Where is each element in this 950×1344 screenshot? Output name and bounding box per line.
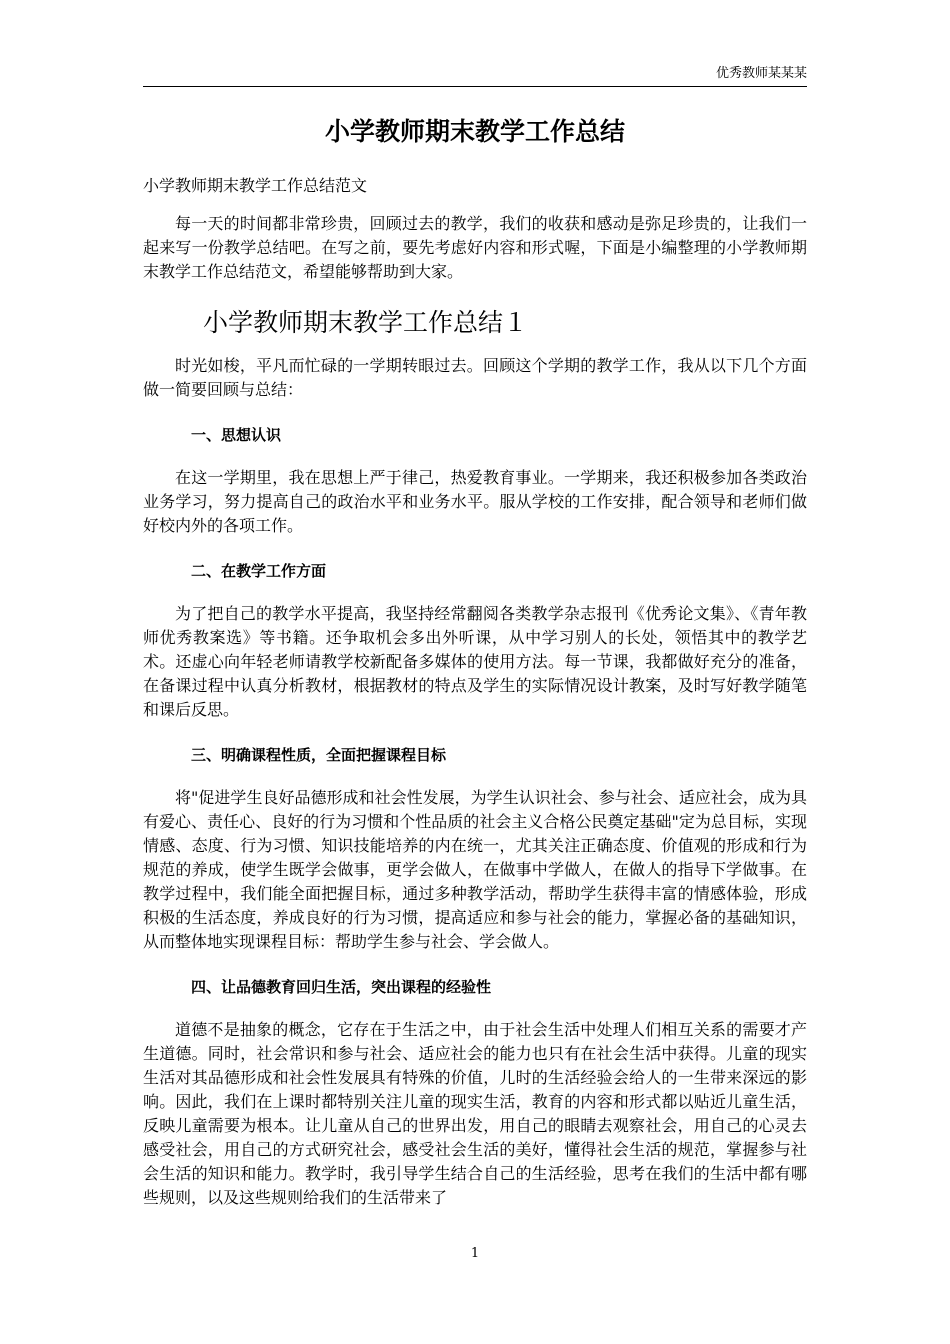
part-1-heading: 一、思想认识	[191, 426, 282, 444]
document-body	[143, 112, 807, 1210]
header-divider	[143, 86, 807, 87]
document-title: 小学教师期末教学工作总结	[324, 117, 625, 146]
part-3-heading: 三、明确课程性质，全面把握课程目标	[191, 746, 447, 764]
document-subtitle: 小学教师期末教学工作总结范文	[143, 176, 368, 195]
part-3-body: 将"促进学生良好品德形成和社会性发展，为学生认识社会、参与社会、适应社会，成为具有爱心、责任心、良好的行为习惯和个性品质的社会主义合格公民奠定基础"定为总目标，实现情感、态度、行为习惯、知识技能培养的内在统一，尤其关注正确态度、价值观的形成和行为规范的养成，使学生既学会做事，更学会做人，在做事中学做人，在做人的指导下学做事。在教学过程中，我们能全面把握目标，通过多种教学活动，帮助学生获得丰富的情感体验，形成积极的生活态度，养成良好的行为习惯，提高适应和参与社会的能力，掌握必备的基础知识，从而整体地实现课程目标：帮助学生参与社会、学会做人。	[143, 788, 807, 951]
intro-paragraph: 每一天的时间都非常珍贵，回顾过去的教学，我们的收获和感动是弥足珍贵的，让我们一起来写一份教学总结吧。在写之前，要先考虑好内容和形式喔，下面是小编整理的小学教师期末教学工作总结范文，希望能够帮助到大家。	[143, 214, 807, 281]
part-2-heading: 二、在教学工作方面	[191, 562, 327, 580]
section-title: 小学教师期末教学工作总结１	[203, 308, 529, 337]
part-4-body: 道德不是抽象的概念，它存在于生活之中，由于社会生活中处理人们相互关系的需要才产生道德。同时，社会常识和参与社会、适应社会的能力也只有在社会生活中获得。儿童的现实生活对其品德形成和社会性发展具有特殊的价值，儿时的生活经验会给人的一生带来深远的影响。因此，我们在上课时都特别关注儿童的现实生活，教育的内容和形式都以贴近儿童生活，反映儿童需要为根本。让儿童从自己的世界出发，用自己的眼睛去观察社会，用自己的心灵去感受社会，用自己的方式研究社会，感受社会生活的美好，懂得社会生活的规范，掌握参与社会生活的知识和能力。教学时，我引导学生结合自己的生活经验，思考在我们的生活中都有哪些规则，以及这些规则给我们的生活带来了	[143, 1020, 807, 1207]
header-author: 优秀教师某某某	[715, 66, 807, 81]
part-4-heading: 四、让品德教育回归生活，突出课程的经验性	[191, 978, 492, 996]
part-2-body: 为了把自己的教学水平提高，我坚持经常翻阅各类教学杂志报刊《优秀论文集》、《青年教师优秀教案选》等书籍。还争取机会多出外听课，从中学习别人的长处，领悟其中的教学艺术。还虚心向年轻老师请教学校新配备多媒体的使用方法。每一节课，我都做好充分的准备，在备课过程中认真分析教材，根据教材的特点及学生的实际情况设计教案，及时写好教学随笔和课后反思。	[143, 604, 807, 719]
section-intro-paragraph: 时光如梭，平凡而忙碌的一学期转眼过去。回顾这个学期的教学工作，我从以下几个方面做一简要回顾与总结：	[143, 356, 807, 399]
part-1-body: 在这一学期里，我在思想上严于律己，热爱教育事业。一学期来，我还积极参加各类政治业务学习，努力提高自己的政治水平和业务水平。服从学校的工作安排，配合领导和老师们做好校内外的各项工作。	[143, 468, 807, 535]
page-number: 1	[470, 1246, 480, 1261]
